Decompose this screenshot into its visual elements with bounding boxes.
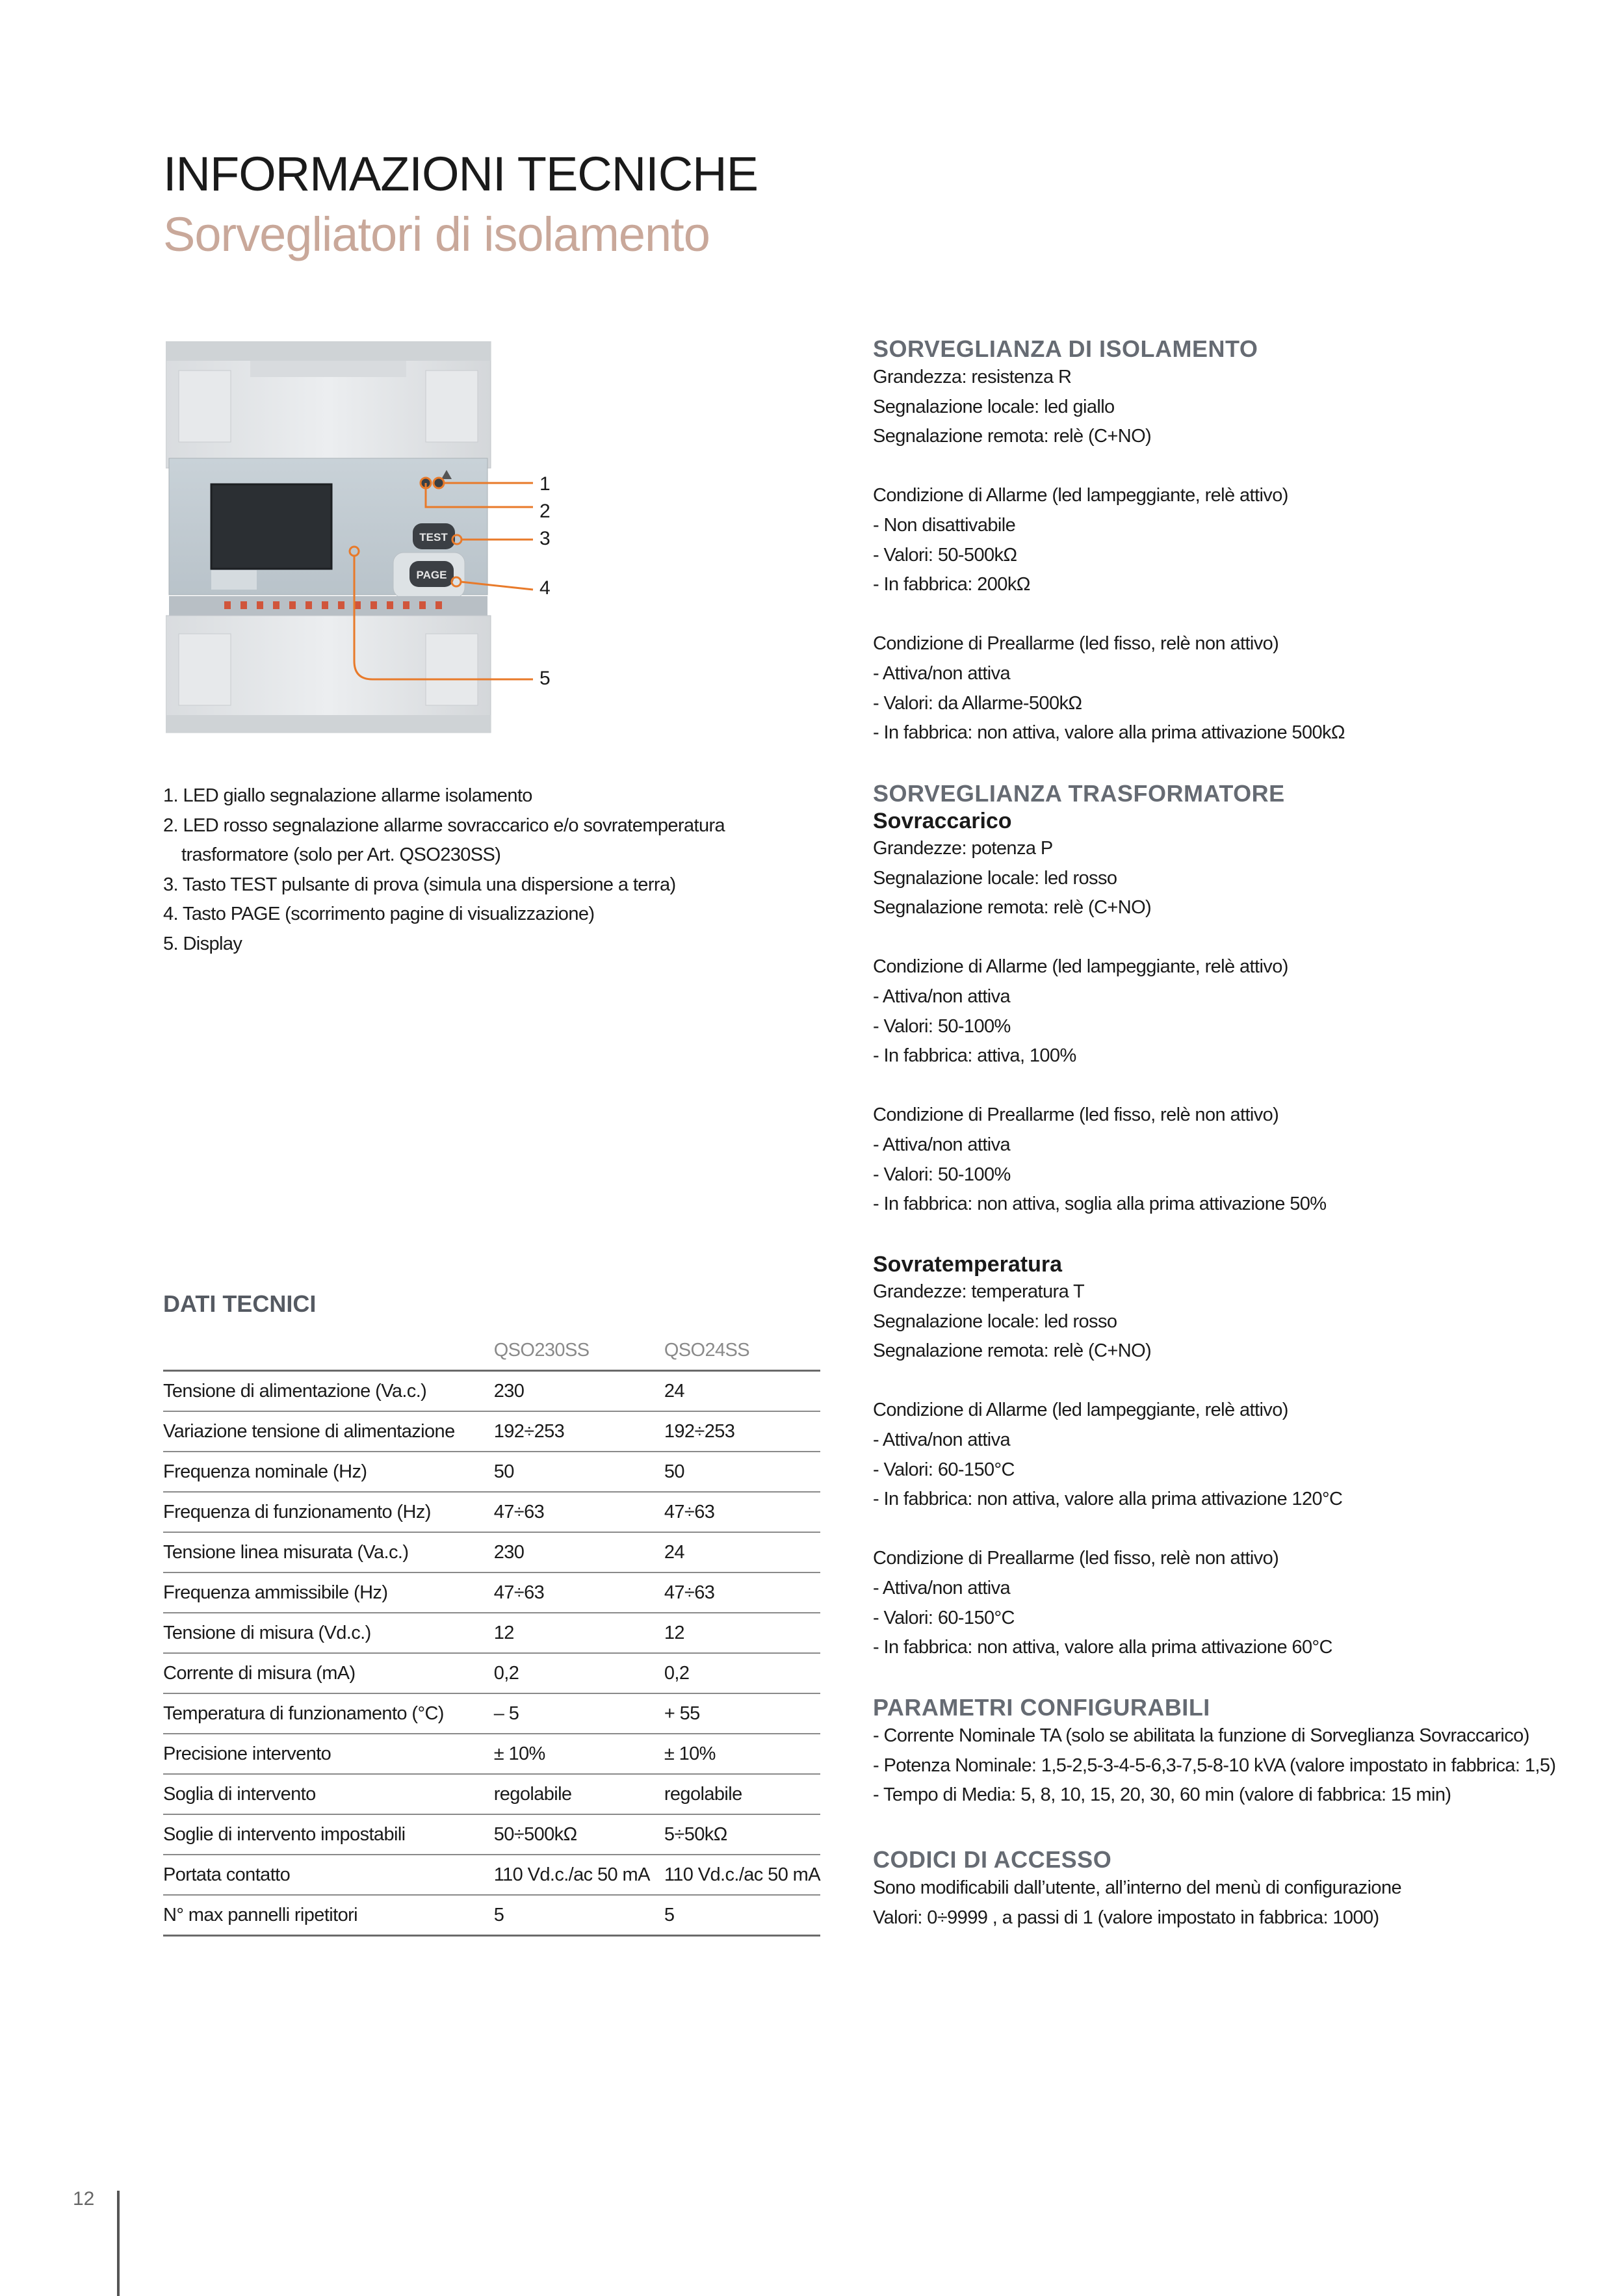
table-cell: 5 [494,1895,664,1936]
text-line: - Valori: 60-150°C [873,1607,1015,1628]
subheading-sovraccarico: Sovraccarico [873,809,1012,833]
table-row [163,1855,820,1895]
text-line: - Attiva/non attiva [873,1134,1011,1155]
sovratemperatura-text [873,1277,1588,1663]
text-line: Grandezze: temperatura T [873,1281,1085,1302]
callout-3: 3 [539,528,551,549]
text-line: - Valori: 60-150°C [873,1459,1015,1480]
codici-section [873,1846,1588,1933]
table-row [163,1814,820,1855]
table-cell: 12 [664,1613,820,1653]
table-cell: Corrente di misura (mA) [163,1653,494,1693]
table-cell: Portata contatto [163,1855,494,1895]
text-line: Valori: 0÷9999 , a passi di 1 (valore impostato in fabbrica: 1000) [873,1907,1379,1928]
table-cell: + 55 [664,1693,820,1734]
table-cell: 192÷253 [494,1411,664,1452]
text-line: - Attiva/non attiva [873,662,1011,684]
table-cell: 47÷63 [664,1492,820,1532]
table-row [163,1653,820,1693]
table-cell: 230 [494,1371,664,1412]
table-cell: 5÷50kΩ [664,1814,820,1855]
text-line: - In fabbrica: non attiva, valore alla prima attivazione 60°C [873,1637,1332,1658]
device-illustration [166,341,569,744]
table-cell: 50 [664,1452,820,1492]
table-cell: 192÷253 [664,1411,820,1452]
text-line: - Attiva/non attiva [873,1577,1011,1598]
isolamento-text [873,363,1588,748]
legend-item: 5. Display [163,933,242,954]
text-line: - Tempo di Media: 5, 8, 10, 15, 20, 30, 60 min (valore di fabbrica: 15 min) [873,1784,1451,1806]
text-line: Sono modificabili dall’utente, all’interno del menù di configurazione [873,1877,1402,1898]
legend-item: 4. Tasto PAGE (scorrimento pagine di visualizzazione) [163,904,595,925]
column-header: QSO230SS [494,1331,664,1371]
table-row [163,1411,820,1452]
dati-tecnici-table [163,1331,820,1937]
legend-item: 2. LED rosso segnalazione allarme sovraccarico e/o sovratemperatura [163,815,725,836]
legend-item: trasformatore (solo per Art. QSO230SS) [181,844,501,866]
table-cell: 50÷500kΩ [494,1814,664,1855]
table-row [163,1895,820,1936]
table-cell: 47÷63 [494,1492,664,1532]
table-cell: Soglia di intervento [163,1774,494,1814]
page-title: INFORMAZIONI TECNICHE [163,147,758,201]
callout-1: 1 [539,473,551,495]
text-line: Grandezza: resistenza R [873,367,1072,387]
table-cell: N° max pannelli ripetitori [163,1895,494,1936]
callout-2: 2 [539,501,551,522]
column-header [163,1331,494,1371]
table-row [163,1492,820,1532]
table-cell: 24 [664,1532,820,1572]
table-cell: Frequenza di funzionamento (Hz) [163,1492,494,1532]
table-row [163,1371,820,1412]
table-cell: Tensione linea misurata (Va.c.) [163,1532,494,1572]
table-cell: 0,2 [664,1653,820,1693]
table-row [163,1734,820,1774]
table-cell: regolabile [664,1774,820,1814]
text-line: Segnalazione locale: led rosso [873,1311,1117,1332]
text-line: Condizione di Allarme (led lampeggiante, relè attivo) [873,956,1288,978]
page-divider [117,2191,120,2296]
section-heading-trasformatore: SORVEGLIANZA TRASFORMATORE [873,780,1285,807]
page-button-label: PAGE [416,569,447,581]
text-line: - Attiva/non attiva [873,1429,1011,1450]
right-column [873,335,1588,748]
text-line: Condizione di Preallarme (led fisso, relè non attivo) [873,1548,1279,1569]
text-line: - In fabbrica: non attiva, valore alla prima attivazione 120°C [873,1489,1343,1510]
section-heading-codici: CODICI DI ACCESSO [873,1846,1112,1873]
table-header-row [163,1331,820,1371]
table-cell: ± 10% [664,1734,820,1774]
table-cell: 110 Vd.c./ac 50 mA [664,1855,820,1895]
table-cell: 0,2 [494,1653,664,1693]
table-row [163,1774,820,1814]
table-row [163,1572,820,1613]
section-heading-isolamento: SORVEGLIANZA DI ISOLAMENTO [873,335,1258,362]
column-header: QSO24SS [664,1331,820,1371]
table-row [163,1532,820,1572]
table-row [163,1613,820,1653]
text-line: - Valori: 50-100% [873,1015,1011,1037]
table-cell: 5 [664,1895,820,1936]
text-line: Segnalazione remota: relè (C+NO) [873,426,1152,447]
text-line: - Valori: 50-100% [873,1164,1011,1185]
text-line: Condizione di Allarme (led lampeggiante, relè attivo) [873,1400,1288,1421]
table-cell: Temperatura di funzionamento (°C) [163,1693,494,1734]
text-line: Condizione di Preallarme (led fisso, relè non attivo) [873,1104,1279,1126]
text-line: - Potenza Nominale: 1,5-2,5-3-4-5-6,3-7,5-8-10 kVA (valore impostato in fabbrica: 1,5) [873,1755,1556,1776]
text-line: - Attiva/non attiva [873,985,1011,1007]
callout-5: 5 [539,668,551,689]
text-line: - In fabbrica: non attiva, valore alla prima attivazione 500kΩ [873,722,1345,744]
table-cell: Precisione intervento [163,1734,494,1774]
table-row [163,1452,820,1492]
text-line: - In fabbrica: 200kΩ [873,574,1030,595]
table-cell: ± 10% [494,1734,664,1774]
table-cell: 50 [494,1452,664,1492]
dati-tecnici-title: DATI TECNICI [163,1290,317,1317]
sovraccarico-text [873,834,1588,1220]
table-cell: 47÷63 [494,1572,664,1613]
text-line: Segnalazione remota: relè (C+NO) [873,1340,1152,1362]
table-cell: Variazione tensione di alimentazione [163,1411,494,1452]
text-line: - Valori: da Allarme-500kΩ [873,692,1082,714]
subheading-sovratemperatura: Sovratemperatura [873,1252,1063,1277]
parametri-section [873,1694,1588,1810]
text-line: - Valori: 50-500kΩ [873,544,1017,566]
table-cell: 230 [494,1532,664,1572]
table-row [163,1693,820,1734]
table-cell: – 5 [494,1693,664,1734]
display-screen [211,484,331,569]
legend-item: 1. LED giallo segnalazione allarme isolamento [163,785,532,806]
text-line: Condizione di Preallarme (led fisso, relè non attivo) [873,633,1279,655]
codici-text [873,1873,1588,1933]
test-button-label: TEST [419,531,448,543]
table-cell: Frequenza nominale (Hz) [163,1452,494,1492]
text-line: Grandezze: potenza P [873,838,1053,859]
text-line: Segnalazione remota: relè (C+NO) [873,897,1152,919]
table-cell: 12 [494,1613,664,1653]
sovratemperatura-section [873,1252,1588,1663]
text-line: - In fabbrica: non attiva, soglia alla prima attivazione 50% [873,1194,1327,1215]
text-line: - Non disattivabile [873,514,1016,536]
table-cell: regolabile [494,1774,664,1814]
table-cell: Tensione di misura (Vd.c.) [163,1613,494,1653]
parametri-text [873,1721,1588,1810]
legend-item: 3. Tasto TEST pulsante di prova (simula una dispersione a terra) [163,874,676,895]
trasformatore-section [873,780,1588,1220]
section-heading-parametri: PARAMETRI CONFIGURABILI [873,1694,1210,1721]
text-line: Condizione di Allarme (led lampeggiante, relè attivo) [873,485,1288,506]
callout-4: 4 [539,577,551,599]
table-cell: Tensione di alimentazione (Va.c.) [163,1371,494,1412]
table-cell: 47÷63 [664,1572,820,1613]
text-line: Segnalazione locale: led giallo [873,396,1115,417]
device-legend [163,781,846,959]
text-line: - Corrente Nominale TA (solo se abilitata la funzione di Sorveglianza Sovraccarico) [873,1725,1529,1746]
table-cell: 24 [664,1371,820,1412]
table-cell: Frequenza ammissibile (Hz) [163,1572,494,1613]
page-number: 12 [73,2188,95,2210]
text-line: Segnalazione locale: led rosso [873,867,1117,889]
table-cell: Soglie di intervento impostabili [163,1814,494,1855]
text-line: - In fabbrica: attiva, 100% [873,1045,1076,1067]
table-cell: 110 Vd.c./ac 50 mA [494,1855,664,1895]
page-subtitle: Sorvegliatori di isolamento [163,207,710,261]
